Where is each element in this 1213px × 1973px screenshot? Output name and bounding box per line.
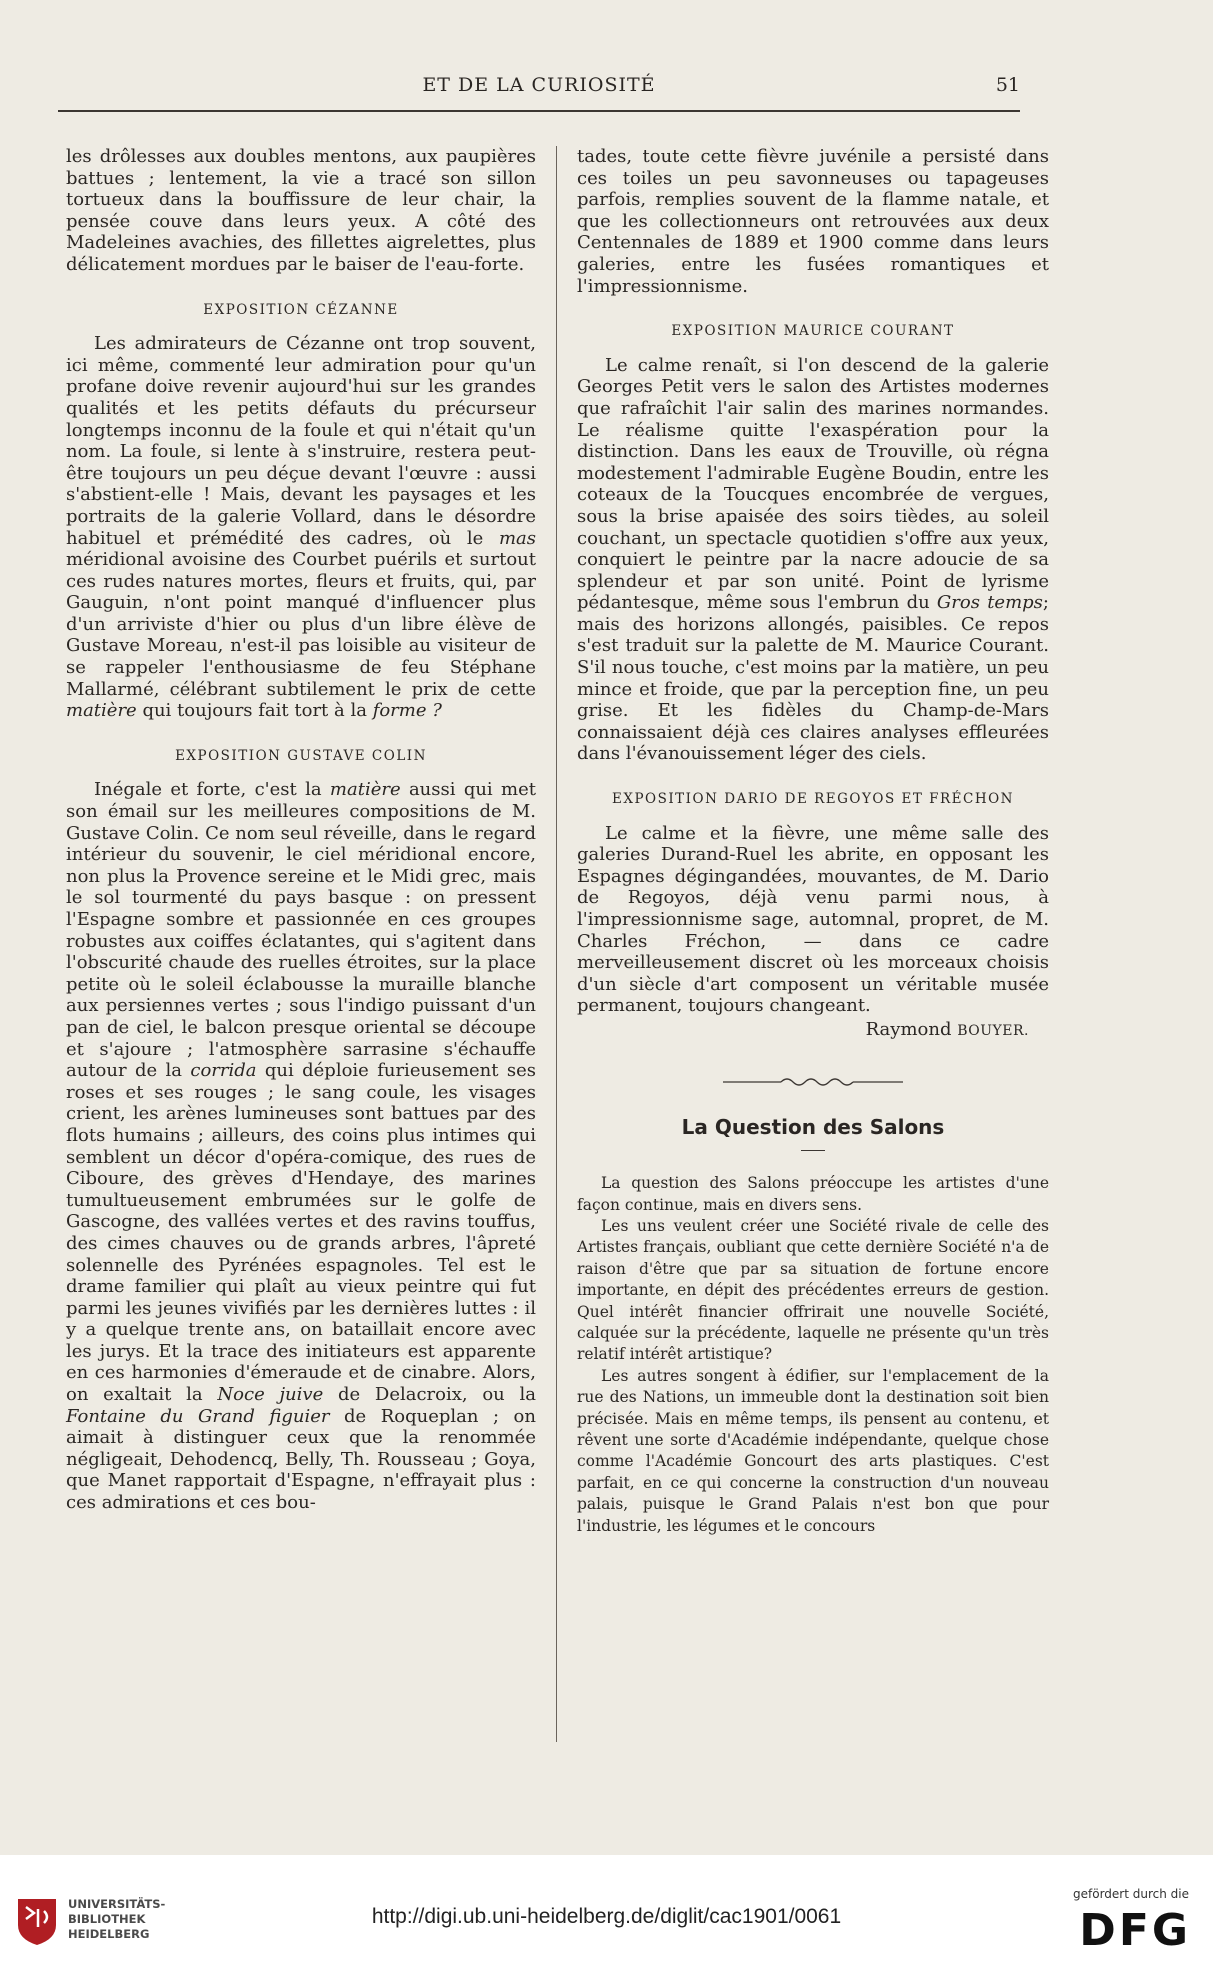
right-column <box>577 146 1049 1537</box>
paragraph: tades, toute cette fièvre juvénile a persisté dans ces toiles un peu savonneuses ou tapageuses parfois, remplies souvent de la flamme natale, et que les collectionneurs ont retrouvées aux deux Centennales de 1889 et 1900 comme dans leurs galeries, entre les fusées romantiques et l'impressionnisme. <box>577 146 1049 297</box>
ornament-divider <box>723 1075 903 1089</box>
paragraph-colin: Inégale et forte, c'est la matière aussi qui met son émail sur les meilleures compositions de M. Gustave Colin. Ce nom seul réveille, dans le regard intérieur du souvenir, le ciel méridional encore, non plus la Provence sereine et le Midi grec, mais le sol tourmenté du pays basque : on pressent l'Espagne sombre et passionnée en ces groupes robustes aux coiffes éclatantes, qui s'agitent dans l'obscurité chaude des ruelles étroites, sur la place petite où le soleil éclabousse la muraille blanche aux persiennes vertes ; sous l'indigo puissant d'un pan de ciel, le balcon presque oriental se découpe et s'ajoure ; l'atmosphère sarrasine s'échauffe autour de la corrida qui déploie furieusement ses roses et ses rouges ; le sang coule, les visages crient, les arènes lumineuses sont battues par des flots humains ; ailleurs, des coins plus intimes qui semblent un décor d'opéra-comique, des rues de Ciboure, des grèves d'Hendaye, des marines tumultueusement embrumées sur le golfe de Gascogne, des vallées vertes et des ravins touffus, des cimes chauves ou de grands arbres, l'âpreté solennelle des Pyrénées espagnoles. Tel est le drame familier qui plaît au vieux peintre qui fut parmi les jeunes vivifiés par les dernières luttes : il y a quelque trente ans, on bataillait encore avec les jurys. Et la trace des initiateurs est apparente en ces harmonies d'émeraude et de cinabre. Alors, on exaltait la Noce juive de Delacroix, ou la Fontaine du Grand figuier de Roqueplan ; on aimait à distinguer ceux que la renommée négligeait, Dehodencq, Belly, Th. Rousseau ; Goya, que Manet rapportait d'Espagne, n'effrayait plus : ces admirations et ces bou- <box>66 779 537 1514</box>
page-number: 51 <box>995 74 1020 96</box>
column-divider <box>556 146 557 1742</box>
author-signature: Raymond BOUYER. <box>865 1018 1029 1040</box>
paragraph-cezanne: Les admirateurs de Cézanne ont trop souvent, ici même, commenté leur admiration pour qu'un profane doive revenir aujourd'hui sur les grandes qualités et les petits défauts du précurseur longtemps inconnu de la foule et qui n'était qu'un nom. La foule, si lente à s'instruire, restera peut-être toujours un peu déçue devant l'œuvre : aussi s'abstient-elle ! Mais, devant les paysages et les portraits de la galerie Vollard, dans le désordre habituel et prémédité des cadres, où le mas méridional avoisine des Courbet puérils et surtout ces rudes natures mortes, fleurs et fruits, qui, par Gauguin, n'ont point manqué d'influencer plus d'un arriviste d'hier ou plus d'un libre élève de Gustave Moreau, n'est-il pas loisible au visiteur de se rappeler l'enthousiasme de feu Stéphane Mallarmé, célébrant subtilement le prix de cette matière qui toujours fait tort à la forme ? <box>66 333 536 722</box>
running-title: ET DE LA CURIOSITÉ <box>422 74 656 96</box>
article-title: La Question des Salons <box>681 1114 945 1139</box>
header-rule <box>58 110 1020 112</box>
salons-article <box>577 1173 1049 1537</box>
paragraph: les drôlesses aux doubles mentons, aux paupières battues ; lentement, la vie a tracé son sillon tortueux dans la bouffissure de leur chair, la pensée couve dans leurs yeux. A côté des Madeleines avachies, des fillettes aigrelettes, plus délicatement mordues par le baiser de l'eau-forte. <box>66 146 536 275</box>
funding-note: gefördert durch die <box>1073 1887 1189 1901</box>
left-column <box>66 146 536 1514</box>
dfg-logo: DFG <box>1079 1905 1191 1956</box>
paragraph-regoyos: Le calme et la fièvre, une même salle des galeries Durand-Ruel les abrite, en opposant les Espagnes dégingandées, mouvantes, de M. Dario de Regoyos, déjà venu parmi nous, à l'impressionnisme sage, automnal, propret, de M. Charles Fréchon, — dans ce cadre merveilleusement discret où les morceaux choisis d'un siècle d'art composent un véritable musée permanent, toujours changeant. <box>577 822 1049 1017</box>
title-dash <box>801 1150 825 1151</box>
section-heading-courant: EXPOSITION MAURICE COURANT <box>671 323 955 340</box>
section-heading-regoyos: EXPOSITION DARIO DE REGOYOS ET FRÉCHON <box>611 791 1014 808</box>
paragraph: Les autres songent à édifier, sur l'emplacement de la rue des Nations, un immeuble dont la destination soit bien précisée. Mais en même temps, ils pensent au contenu, et rêvent une sorte d'Académie indépendante, quelque chose comme l'Académie Goncourt des arts plastiques. C'est parfait, en ce qui concerne la construction d'un nouveau palais, puisque le Grand Palais n'est bon que pour l'industrie, les légumes et le concours <box>577 1366 1049 1535</box>
paragraph-courant: Le calme renaît, si l'on descend de la galerie Georges Petit vers le salon des Artistes modernes que rafraîchit l'air salin des marines normandes. Le réalisme quitte l'exaspération pour la distinction. Dans les eaux de Trouville, où régna modestement l'admirable Eugène Boudin, entre les coteaux de la Toucques encombrée de vergues, sous la brise apaisée des soirs tièdes, au soleil couchant, un spectacle quotidien s'offre aux yeux, conquiert le peintre par la nacre adoucie de sa splendeur et par son unité. Point de lyrisme pédantesque, même sous l'embrun du Gros temps; mais des horizons allongés, paisibles. Ce repos s'est traduit sur la palette de M. Maurice Courant. S'il nous touche, c'est moins par la matière, un peu mince et froide, que par la perception fine, un peu grise. Et les fidèles du Champ-de-Mars connaissaient déjà ces claires analyses effleurées dans l'évanouissement léger des ciels. <box>577 354 1049 765</box>
section-heading-colin: EXPOSITION GUSTAVE COLIN <box>175 747 427 764</box>
source-url[interactable]: http://digi.ub.uni-heidelberg.de/diglit/cac1901/0061 <box>371 1905 842 1928</box>
section-heading-cezanne: EXPOSITION CÉZANNE <box>203 301 399 318</box>
running-header <box>58 72 1020 102</box>
paragraph: Les uns veulent créer une Société rivale de celle des Artistes français, oubliant que cette dernière Société n'a de raison d'être que par sa situation de fortune encore importante, en dépit des précédentes erreurs de gestion. Quel intérêt financier offrirait une nouvelle Société, calquée sur la précédente, laquelle ne présente qu'un très relatif intérêt artistique? <box>577 1216 1049 1364</box>
library-name: UNIVERSITÄTS- BIBLIOTHEK HEIDELBERG <box>68 1897 166 1941</box>
paragraph: La question des Salons préoccupe les artistes d'une façon continue, mais en divers sens. <box>577 1174 1049 1214</box>
digitization-footer <box>0 1855 1213 1973</box>
